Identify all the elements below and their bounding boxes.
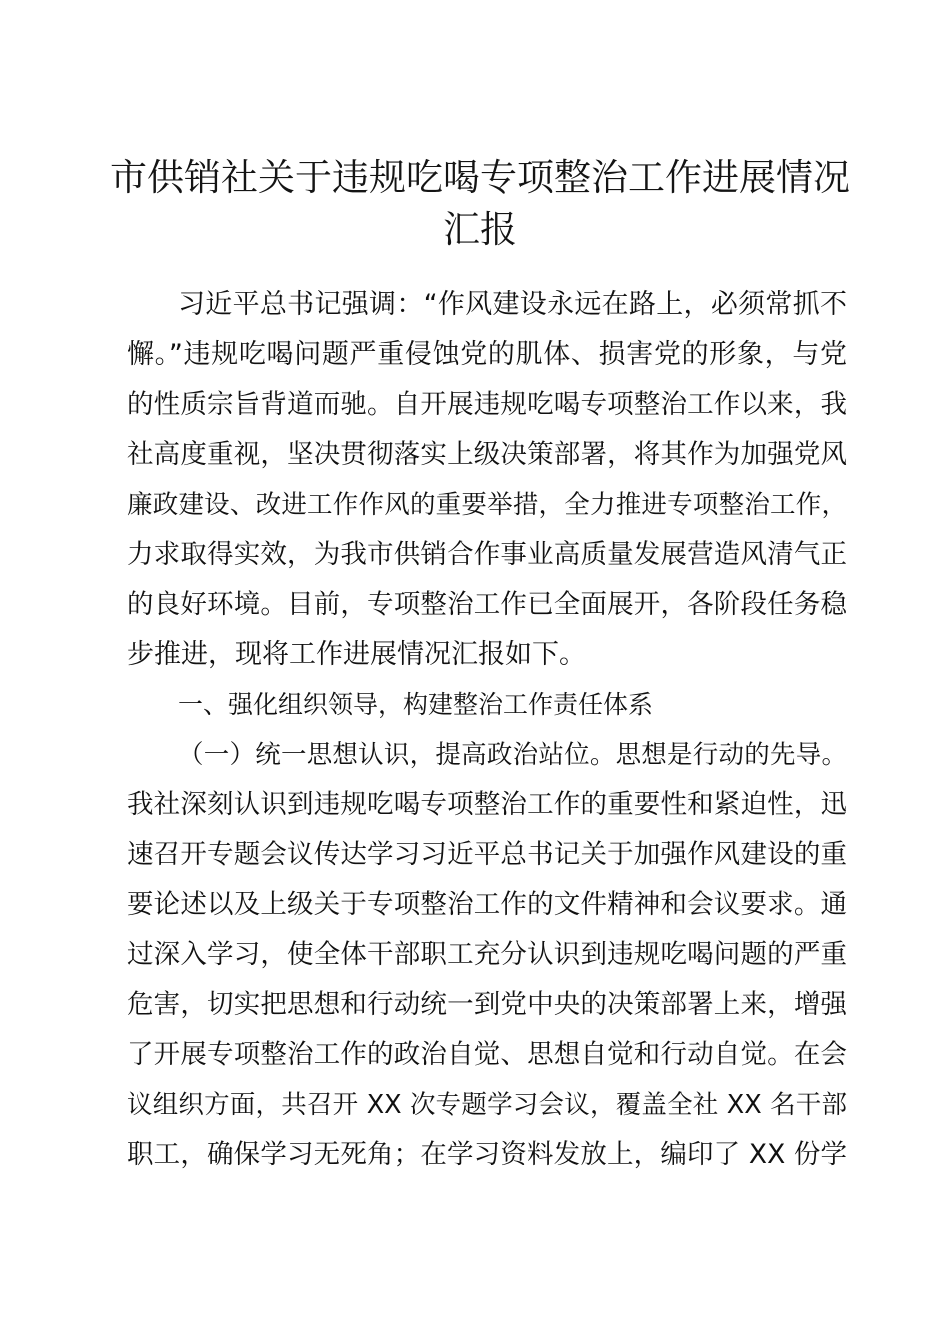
paragraph-line: 的性质宗旨背道而驰。自开展违规吃喝专项整治工作以来，我	[127, 389, 847, 420]
paragraph-line: 要论述以及上级关于专项整治工作的文件精神和会议要求。通	[127, 889, 847, 920]
paragraph-line: 力求取得实效，为我市供销合作事业高质量发展营造风清气正	[127, 539, 847, 570]
paragraph-line: 职工，确保学习无死角；在学习资料发放上，编印了 XX 份学	[127, 1139, 847, 1170]
section-heading: 一、强化组织领导，构建整治工作责任体系	[178, 690, 654, 719]
paragraph-line: 危害，切实把思想和行动统一到党中央的决策部署上来，增强	[127, 989, 847, 1020]
paragraph-line: 过深入学习，使全体干部职工充分认识到违规吃喝问题的严重	[127, 939, 847, 970]
paragraph-line: 懈。”违规吃喝问题严重侵蚀党的肌体、损害党的形象，与党	[127, 339, 847, 370]
paragraph-line: 廉政建设、改进工作作风的重要举措，全力推进专项整治工作，	[127, 490, 847, 520]
paragraph-line: 了开展专项整治工作的政治自觉、思想自觉和行动自觉。在会	[127, 1039, 847, 1070]
paragraph-line: 的良好环境。目前，专项整治工作已全面展开，各阶段任务稳	[127, 589, 847, 620]
paragraph-line: 习近平总书记强调：“作风建设永远在路上，必须常抓不	[178, 289, 847, 320]
title-line-2: 汇报	[443, 208, 517, 251]
paragraph-line: 我社深刻认识到违规吃喝专项整治工作的重要性和紧迫性，迅	[127, 789, 847, 820]
paragraph-line: 步推进，现将工作进展情况汇报如下。	[127, 639, 586, 670]
paragraph-line: （一）统一思想认识，提高政治站位。思想是行动的先导。	[178, 740, 847, 770]
document-title	[100, 152, 860, 256]
paragraph-line: 速召开专题会议传达学习习近平总书记关于加强作风建设的重	[127, 839, 847, 870]
paragraph-line: 议组织方面，共召开 XX 次专题学习会议，覆盖全社 XX 名干部	[127, 1090, 847, 1120]
paragraph-line: 社高度重视，坚决贯彻落实上级决策部署，将其作为加强党风	[127, 439, 847, 470]
title-line-1: 市供销社关于违规吃喝专项整治工作进展情况	[110, 156, 850, 199]
